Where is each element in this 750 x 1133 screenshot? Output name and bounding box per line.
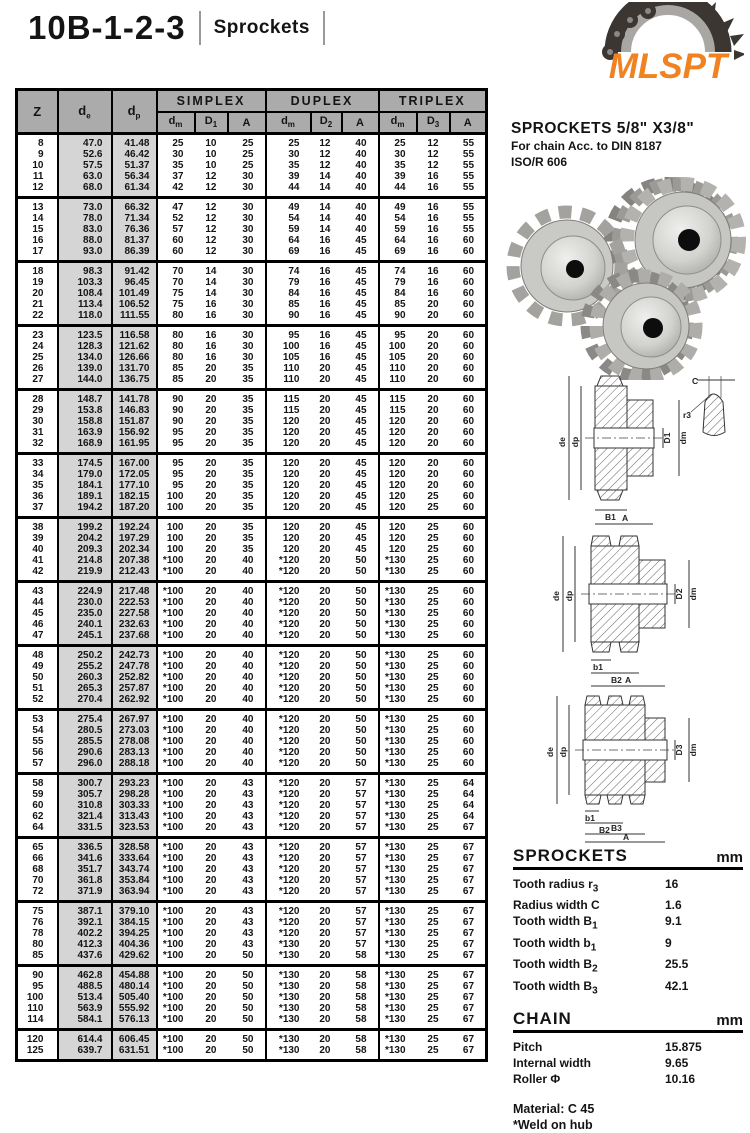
col-duplex-a: A (342, 112, 379, 134)
simplex-section-diagram (539, 372, 750, 532)
col-triplex-a: A (450, 112, 487, 134)
table-row: 57 296.0 288.18 *100 20 40 *120 20 50 *130 25 60 (17, 758, 487, 774)
table-row: 42 219.9 212.43 *100 20 40 *120 20 50 *130 25 60 (17, 566, 487, 582)
title-separator (323, 11, 325, 45)
svg-text:D2: D2 (674, 588, 684, 600)
table-row: 41 214.8 207.38 *100 20 40 *120 20 50 *130 25 60 (17, 555, 487, 566)
duplex-section-diagram (535, 532, 747, 690)
table-row: 32 168.9 161.95 95 20 35 120 20 45 120 20 60 (17, 438, 487, 454)
spec-row: Tooth width $B_2$ 25.5 (513, 957, 689, 975)
spec-row: Tooth width $B_3$ 42.1 (513, 978, 689, 996)
row-group (17, 262, 487, 326)
row-group (17, 710, 487, 774)
svg-text:C: C (692, 376, 699, 386)
table-row: 25 134.0 126.66 80 16 30 105 16 45 105 20 60 (17, 352, 487, 363)
row-group (17, 134, 487, 198)
table-row: 95 488.5 480.14 *100 20 50 *130 20 58 *130 25 67 (17, 981, 487, 992)
svg-text:dm: dm (688, 587, 698, 601)
table-row: 35 184.1 177.10 95 20 35 120 20 45 120 20 60 (17, 480, 487, 491)
table-row: 43 224.9 217.48 *100 20 40 *120 20 50 *130 25 60 (17, 582, 487, 598)
table-row: 30 158.8 151.87 90 20 35 120 20 45 120 20 60 (17, 416, 487, 427)
row-group (17, 582, 487, 646)
svg-text:dm: dm (678, 431, 688, 445)
svg-text:D1: D1 (662, 432, 672, 444)
table-row: 60 310.8 303.33 *100 20 43 *120 20 57 *130 25 64 (17, 800, 487, 811)
table-row: 85 437.6 429.62 *100 20 50 *130 20 58 *130 25 67 (17, 950, 487, 966)
simplex-photo (513, 212, 621, 320)
col-triplex-dm: $d_m$ (379, 112, 417, 134)
group-triplex: TRIPLEX (379, 90, 487, 113)
table-row: 125 639.7 631.51 *100 20 50 *130 20 58 *130 25 67 (17, 1045, 487, 1061)
table-row: 19 103.3 96.45 70 14 30 79 16 45 79 16 60 (17, 277, 487, 288)
row-group (17, 966, 487, 1030)
table-row: 27 144.0 136.75 85 20 35 110 20 45 110 20 60 (17, 374, 487, 390)
table-row: 10 57.5 51.37 35 10 25 35 12 40 35 12 55 (17, 160, 487, 171)
table-row: 51 265.3 257.87 *100 20 40 *120 20 50 *130 25 60 (17, 683, 487, 694)
table-head (17, 90, 487, 134)
col-simplex-a: A (228, 112, 266, 134)
table-row: 44 230.0 222.53 *100 20 40 *120 20 50 *130 25 60 (17, 597, 487, 608)
weld-note: *Weld on hub (513, 1117, 593, 1132)
row-group (17, 902, 487, 966)
table-row: 21 113.4 106.52 75 16 30 85 16 45 85 20 60 (17, 299, 487, 310)
table-row: 64 331.5 323.53 *100 20 43 *120 20 57 *130 25 67 (17, 822, 487, 838)
page-subtitle: Sprockets (213, 17, 310, 38)
col-simplex-d1: $D_1$ (195, 112, 228, 134)
table-row: 22 118.0 111.55 80 16 30 90 16 45 90 20 60 (17, 310, 487, 326)
side-panel (505, 0, 750, 1132)
table-row: 65 336.5 328.58 *100 20 43 *120 20 57 *130 25 67 (17, 838, 487, 854)
triplex-section-diagram (531, 692, 747, 844)
table-row: 24 128.3 121.62 80 16 30 100 16 45 100 20 60 (17, 341, 487, 352)
spec-row: Tooth width $b_1$ 9 (513, 935, 672, 954)
spec-section (513, 846, 743, 1133)
svg-text:B3: B3 (611, 823, 622, 833)
row-group (17, 1030, 487, 1061)
table-row: 31 163.9 156.92 95 20 35 120 20 45 120 20 60 (17, 427, 487, 438)
svg-text:B1: B1 (605, 512, 616, 522)
group-duplex: DUPLEX (266, 90, 379, 113)
table-row: 40 209.3 202.34 100 20 35 120 20 45 120 25 60 (17, 544, 487, 555)
row-group (17, 646, 487, 710)
table-row: 53 275.4 267.97 *100 20 40 *120 20 50 *130 25 60 (17, 710, 487, 726)
sprocket-table-wrap (15, 88, 485, 1062)
svg-text:r3: r3 (683, 410, 692, 420)
table-row: 78 402.2 394.25 *100 20 43 *120 20 57 *130 25 67 (17, 928, 487, 939)
spec-row: Tooth radius $r_3$ 16 (513, 877, 679, 895)
row-group (17, 774, 487, 838)
table-row: 14 78.0 71.34 52 12 30 54 14 40 54 16 55 (17, 213, 487, 224)
row-group (17, 454, 487, 518)
col-duplex-dm: $d_m$ (266, 112, 311, 134)
table-row: 45 235.0 227.58 *100 20 40 *120 20 50 *130 25 60 (17, 608, 487, 619)
svg-text:de: de (545, 747, 555, 757)
table-row: 58 300.7 293.23 *100 20 43 *120 20 57 *130 25 64 (17, 774, 487, 790)
table-row: 15 83.0 76.36 57 12 30 59 14 40 59 16 55 (17, 224, 487, 235)
spec-row: Tooth width $B_1$ 9.1 (513, 914, 682, 932)
table-row: 29 153.8 146.83 90 20 35 115 20 45 115 20 60 (17, 405, 487, 416)
table-row: 34 179.0 172.05 95 20 35 120 20 45 120 20 60 (17, 469, 487, 480)
spec-row: Radius width C 1.6 (513, 898, 682, 913)
table-row: 46 240.1 232.63 *100 20 40 *120 20 50 *130 25 60 (17, 619, 487, 630)
table-row: 23 123.5 116.58 80 16 30 95 16 45 95 20 60 (17, 326, 487, 342)
table-row: 90 462.8 454.88 *100 20 50 *130 20 58 *130 25 67 (17, 966, 487, 982)
table-row: 20 108.4 101.49 75 14 30 84 16 45 84 16 60 (17, 288, 487, 299)
table-row: 110 563.9 555.92 *100 20 50 *130 20 58 *130 25 67 (17, 1003, 487, 1014)
row-group (17, 518, 487, 582)
title-separator (199, 11, 201, 45)
col-z: Z (17, 90, 58, 134)
sprockets-spec-title: SPROCKETS mm (513, 846, 743, 870)
row-group (17, 838, 487, 902)
svg-text:A: A (622, 513, 629, 523)
table-row: 11 63.0 56.34 37 12 30 39 14 40 39 16 55 (17, 171, 487, 182)
svg-text:dm: dm (688, 743, 698, 757)
table-row: 56 290.6 283.13 *100 20 40 *120 20 50 *130 25 60 (17, 747, 487, 758)
col-de: $d_e$ (58, 90, 112, 134)
table-row: 37 194.2 187.20 100 20 35 120 20 45 120 25 60 (17, 502, 487, 518)
logo-text: MLSPT (608, 47, 728, 82)
sprocket-table (15, 88, 488, 1062)
table-row: 13 73.0 66.32 47 12 30 49 14 40 49 16 55 (17, 198, 487, 214)
table-row: 17 93.0 86.39 60 12 30 69 16 45 69 16 60 (17, 246, 487, 262)
spec-row: Pitch 15.875 (513, 1039, 702, 1054)
table-row: 62 321.4 313.43 *100 20 43 *120 20 57 *130 25 64 (17, 811, 487, 822)
table-row: 26 139.0 131.70 85 20 35 110 20 45 110 20 60 (17, 363, 487, 374)
table-row: 120 614.4 606.45 *100 20 50 *130 20 58 *130 25 67 (17, 1030, 487, 1046)
page-header (28, 8, 325, 48)
duplex-photo (587, 276, 696, 376)
notes (513, 1101, 743, 1133)
svg-text:dp: dp (558, 746, 568, 758)
table-row: 8 47.0 41.48 25 10 25 25 12 40 25 12 55 (17, 134, 487, 150)
col-triplex-d3: $D_3$ (417, 112, 450, 134)
table-row: 36 189.1 182.15 100 20 35 120 20 45 120 25 60 (17, 491, 487, 502)
spec-row: Roller Φ 10.16 (513, 1071, 696, 1086)
svg-text:dp: dp (570, 436, 580, 448)
table-row: 114 584.1 576.13 *100 20 50 *130 20 58 *130 25 67 (17, 1014, 487, 1030)
material-note: Material: C 45 (513, 1101, 595, 1116)
svg-text:A: A (625, 675, 632, 685)
sprockets-spec-list (513, 876, 743, 999)
svg-text:B2: B2 (611, 675, 622, 685)
table-row: 75 387.1 379.10 *100 20 43 *120 20 57 *130 25 67 (17, 902, 487, 918)
table-row: 54 280.5 273.03 *100 20 40 *120 20 50 *130 25 60 (17, 725, 487, 736)
table-row: 12 68.0 61.34 42 12 30 44 14 40 44 16 55 (17, 182, 487, 198)
svg-text:b1: b1 (593, 662, 603, 672)
svg-text:b1: b1 (585, 813, 595, 823)
svg-text:D3: D3 (674, 744, 684, 756)
col-dp: $d_p$ (112, 90, 157, 134)
chain-unit: mm (716, 1011, 743, 1029)
table-row: 72 371.9 363.94 *100 20 43 *120 20 57 *130 25 67 (17, 886, 487, 902)
table-row: 66 341.6 333.64 *100 20 43 *120 20 57 *130 25 67 (17, 853, 487, 864)
side-note-iso: ISO/R 606 (511, 155, 568, 169)
table-row: 55 285.5 278.08 *100 20 40 *120 20 50 *130 25 60 (17, 736, 487, 747)
table-row: 68 351.7 343.74 *100 20 43 *120 20 57 *130 25 67 (17, 864, 487, 875)
group-simplex: SIMPLEX (157, 90, 266, 113)
table-row: 52 270.4 262.92 *100 20 40 *120 20 50 *130 25 60 (17, 694, 487, 710)
svg-text:A: A (623, 832, 630, 842)
sprockets-unit: mm (716, 849, 743, 866)
svg-text:dp: dp (564, 590, 574, 602)
table-row: 50 260.3 252.82 *100 20 40 *120 20 50 *130 25 60 (17, 672, 487, 683)
side-title: SPROCKETS 5/8" X3/8" (511, 120, 695, 137)
table-row: 39 204.2 197.29 100 20 35 120 20 45 120 25 60 (17, 533, 487, 544)
svg-text:B2: B2 (599, 825, 610, 835)
sprocket-photos (505, 168, 750, 380)
table-row: 48 250.2 242.73 *100 20 40 *120 20 50 *130 25 60 (17, 646, 487, 662)
table-row: 76 392.1 384.15 *100 20 43 *120 20 57 *130 25 67 (17, 917, 487, 928)
table-row: 38 199.2 192.24 100 20 35 120 20 45 120 25 60 (17, 518, 487, 534)
table-row: 33 174.5 167.00 95 20 35 120 20 45 120 20 60 (17, 454, 487, 470)
table-row: 16 88.0 81.37 60 12 30 64 16 45 64 16 60 (17, 235, 487, 246)
row-group (17, 390, 487, 454)
col-duplex-d2: $D_2$ (311, 112, 342, 134)
chain-spec-title: CHAIN mm (513, 1009, 743, 1033)
table-row: 47 245.1 237.68 *100 20 40 *120 20 50 *130 25 60 (17, 630, 487, 646)
spec-row: Internal width 9.65 (513, 1055, 689, 1070)
side-heading (511, 120, 750, 170)
svg-text:de: de (551, 591, 561, 601)
page-title: 10B-1-2-3 (28, 9, 186, 46)
table-row: 59 305.7 298.28 *100 20 43 *120 20 57 *130 25 64 (17, 789, 487, 800)
svg-text:de: de (557, 437, 567, 447)
table-row: 18 98.3 91.42 70 14 30 74 16 45 74 16 60 (17, 262, 487, 278)
table-row: 80 412.3 404.36 *100 20 43 *130 20 57 *130 25 67 (17, 939, 487, 950)
table-row: 49 255.2 247.78 *100 20 40 *120 20 50 *130 25 60 (17, 661, 487, 672)
row-group (17, 198, 487, 262)
table-row: 9 52.6 46.42 30 10 25 30 12 40 30 12 55 (17, 149, 487, 160)
chain-spec-list (513, 1039, 743, 1087)
table-row: 28 148.7 141.78 90 20 35 115 20 45 115 20 60 (17, 390, 487, 406)
side-note-din: For chain Acc. to DIN 8187 (511, 139, 662, 153)
table-row: 70 361.8 353.84 *100 20 43 *120 20 57 *130 25 67 (17, 875, 487, 886)
table-row: 100 513.4 505.40 *100 20 50 *130 20 58 *130 25 67 (17, 992, 487, 1003)
row-group (17, 326, 487, 390)
col-simplex-dm: $d_m$ (157, 112, 195, 134)
